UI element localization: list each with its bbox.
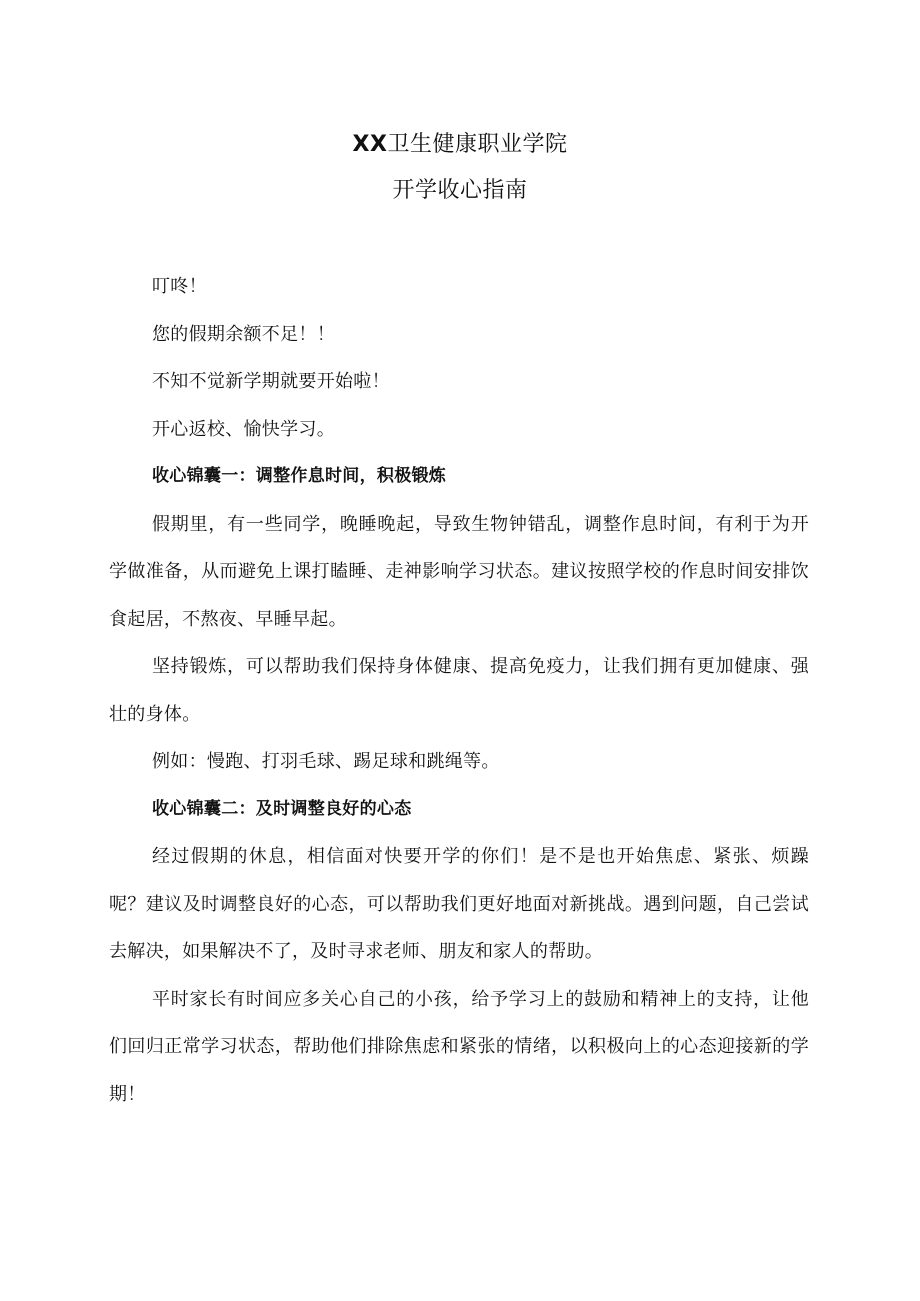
paragraph-mindset: 经过假期的休息，相信面对快要开学的你们！是不是也开始焦虑、紧张、烦躁呢？建议及时调整良好的心态，可以帮助我们更好地面对新挑战。遇到问题，自己尝试去解决，如果解决不了，及时寻求老师、朋友和家人的帮助。 <box>109 846 809 962</box>
document-title: 开学收心指南 <box>392 178 528 203</box>
paragraph-exercise: 坚持锻炼，可以帮助我们保持身体健康、提高免疫力，让我们拥有更加健康、强壮的身体。 <box>109 656 809 725</box>
school-name-latin: XX <box>352 132 388 157</box>
title-block <box>0 122 920 214</box>
paragraph-schedule: 假期里，有一些同学，晚睡晚起，导致生物钟错乱，调整作息时间，有利于为开学做准备，从而避免上课打瞌睡、走神影响学习状态。建议按照学校的作息时间安排饮食起居，不熬夜、早睡早起。 <box>109 513 809 630</box>
paragraph-exercise-examples: 例如：慢跑、打羽毛球、踢足球和跳绳等。 <box>152 751 500 772</box>
section-heading-2: 收心锦囊二：及时调整良好的心态 <box>152 798 412 819</box>
document-body <box>109 263 809 1118</box>
paragraph-new-semester: 不知不觉新学期就要开始啦！ <box>152 371 390 392</box>
paragraph-holiday-balance: 您的假期余额不足！！ <box>152 323 335 345</box>
paragraph-happy-return: 开心返校、愉快学习。 <box>152 418 335 440</box>
school-name <box>0 122 920 168</box>
paragraph-greeting: 叮咚！ <box>152 276 207 297</box>
school-name-rest: 卫生健康职业学院 <box>387 132 568 157</box>
paragraph-parents: 平时家长有时间应多关心自己的小孩，给予学习上的鼓励和精神上的支持，让他们回归正常学习状态，帮助他们排除焦虑和紧张的情绪，以积极向上的心态迎接新的学期！ <box>109 988 809 1105</box>
section-heading-1: 收心锦囊一：调整作息时间，积极锻炼 <box>152 466 447 486</box>
